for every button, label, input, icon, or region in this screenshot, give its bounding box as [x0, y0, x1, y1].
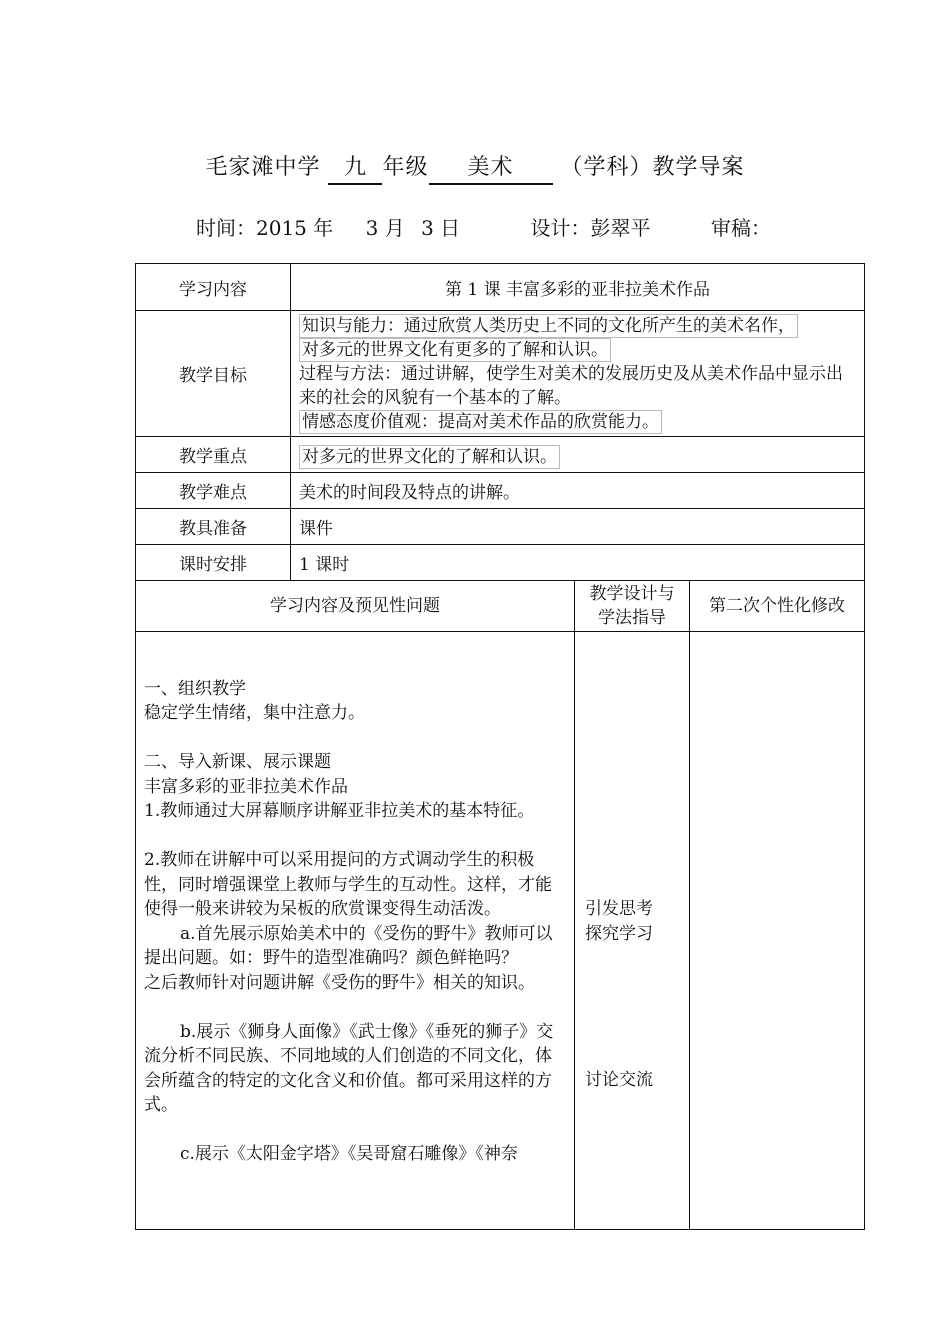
goal-process: 过程与方法：通过讲解，使学生对美术的发展历史及从美术作品中显示出来的社会的风貌有一个基本的了解。 [299, 363, 843, 408]
tools-label: 教具准备 [136, 509, 291, 545]
goal-attitude: 情感态度价值观：提高对美术作品的欣赏能力。 [299, 410, 662, 434]
step-b: b.展示《狮身人面像》《武士像》《垂死的狮子》交流分析不同民族、不同地域的人们创造的不同文化，体会所蕴含的特定的文化含义和价值。都可采用这样的方式。 [144, 1021, 554, 1115]
content-label: 学习内容 [136, 264, 291, 311]
goal-label: 教学目标 [136, 311, 291, 437]
lesson-table [135, 263, 865, 1230]
guide-discuss: 讨论交流 [585, 1070, 653, 1090]
lesson-body-row [136, 632, 865, 1230]
reviewer-label: 审稿： [710, 216, 771, 240]
grade-value: 九 [328, 153, 382, 185]
column-header-row [136, 581, 865, 632]
col-header-content: 学习内容及预见性问题 [136, 581, 575, 632]
grade-suffix: 年级 [382, 155, 429, 180]
step-c: c.展示《太阳金字塔》《吴哥窟石雕像》《神奈 [180, 1144, 518, 1164]
guide-think: 引发思考 [585, 899, 653, 919]
section-organize: 一、组织教学 [144, 678, 246, 699]
lesson-topic: 丰富多彩的亚非拉美术作品 [144, 776, 348, 797]
section-intro: 二、导入新课、展示课题 [144, 752, 331, 772]
subject-suffix: （学科）教学导案 [560, 155, 745, 180]
col-header-revision: 第二次个性化修改 [690, 581, 865, 632]
step-1: 1.教师通过大屏幕顺序讲解亚非拉美术的基本特征。 [144, 801, 535, 821]
step-2: 2.教师在讲解中可以采用提问的方式调动学生的积极性，同时增强课堂上教师与学生的互动性。这样，才能使得一般来讲较为呆板的欣赏课变得生动活泼。 [144, 850, 552, 919]
schedule-label: 课时安排 [136, 545, 291, 581]
designer-label: 设计：彭翠平 [530, 216, 651, 240]
difficulty-value: 美术的时间段及特点的讲解。 [291, 473, 865, 509]
row-tools [136, 509, 865, 545]
row-goals [136, 311, 865, 437]
date-label: 时间：2015 年 [196, 216, 334, 240]
school-name: 毛家滩中学 [205, 155, 321, 180]
guide-explore: 探究学习 [585, 923, 653, 944]
subject-value: 美术 [429, 153, 553, 185]
row-schedule [136, 545, 865, 581]
col-header-guide: 教学设计与学法指导 [575, 581, 690, 632]
content-value: 第 1 课 丰富多彩的亚非拉美术作品 [291, 264, 865, 311]
document-title [0, 150, 950, 185]
tools-value: 课件 [291, 509, 865, 545]
row-key [136, 437, 865, 473]
goal-knowledge-cont: 对多元的世界文化有更多的了解和认识。 [299, 338, 611, 362]
day-value: 3 日 [421, 216, 461, 240]
step-a-followup: 之后教师针对问题讲解《受伤的野牛》相关的知识。 [144, 972, 535, 993]
step-a: a.首先展示原始美术中的《受伤的野牛》教师可以提出问题。如：野牛的造型准确吗？颜色鲜艳吗？ [144, 923, 553, 968]
revision-cell [690, 632, 865, 1230]
goal-cell [291, 311, 865, 437]
row-content [136, 264, 865, 311]
row-difficulty [136, 473, 865, 509]
key-value: 对多元的世界文化的了解和认识。 [299, 445, 560, 469]
key-label: 教学重点 [136, 437, 291, 473]
month-value: 3 月 [365, 216, 405, 240]
lesson-content-cell [136, 632, 575, 1230]
organize-text: 稳定学生情绪，集中注意力。 [144, 703, 365, 723]
difficulty-label: 教学难点 [136, 473, 291, 509]
meta-line [196, 212, 771, 241]
schedule-value: 1 课时 [291, 545, 865, 581]
goal-knowledge: 知识与能力：通过欣赏人类历史上不同的文化所产生的美术名作， [299, 314, 798, 338]
guide-cell [575, 632, 690, 1230]
